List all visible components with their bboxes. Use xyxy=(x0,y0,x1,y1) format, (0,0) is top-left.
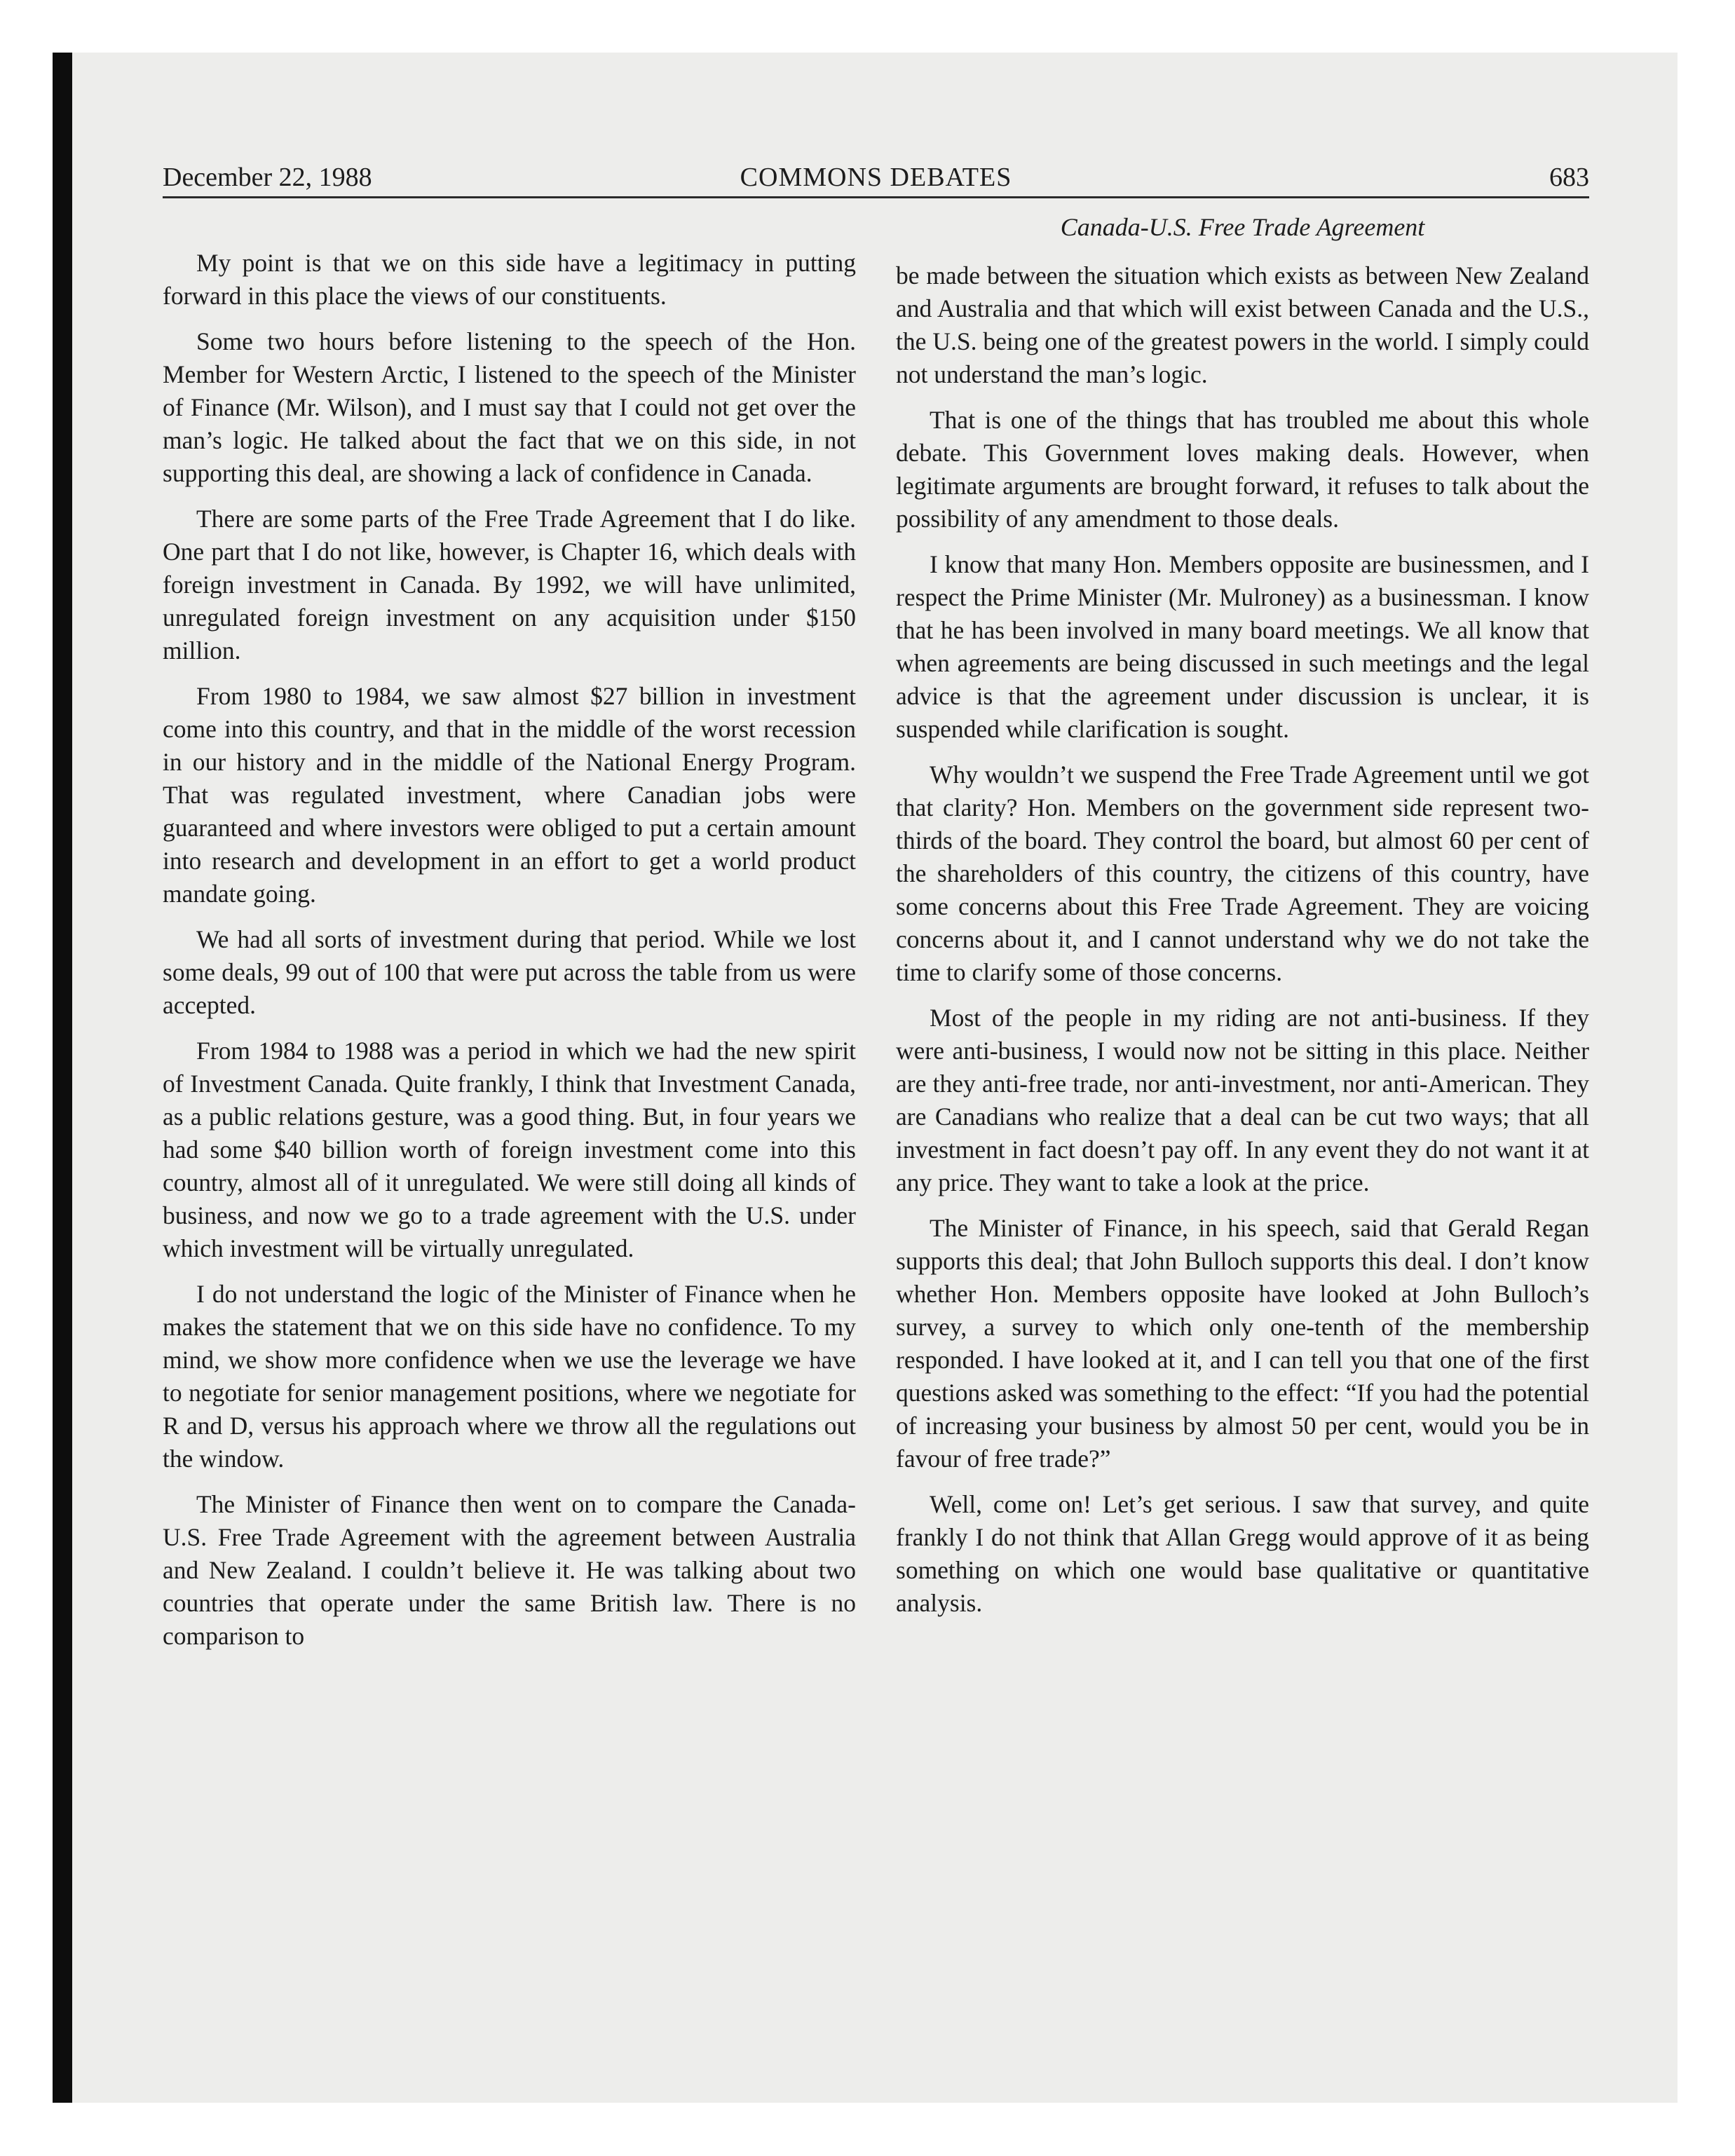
paragraph: Most of the people in my riding are not anti-business. If they were anti-business, I would now not be sitting in this place. Neither are they anti-free trade, nor anti-investment, nor anti-American. They are Canadians who realize that a deal can be cut two ways; that all investment in fact doesn’t pay off. In any event they do not want it at any price. They want to take a look at the price. xyxy=(896,1004,1589,1196)
left-column xyxy=(163,247,856,1665)
paragraph: That is one of the things that has troubled me about this whole debate. This Government loves making deals. However, when legitimate arguments are brought forward, it refuses to talk about the possibility of any amendment to those deals. xyxy=(896,406,1589,533)
right-column xyxy=(896,259,1589,1632)
paragraph: I do not understand the logic of the Minister of Finance when he makes the statement that we on this side have no confidence. To my mind, we show more confidence when we use the leverage we have to negotiate for senior management positions, where we negotiate for R and D, versus his approach where we throw all the regulations out the window. xyxy=(163,1280,856,1473)
paragraph: Why wouldn’t we suspend the Free Trade Agreement until we got that clarity? Hon. Members on the government side represent two-thirds of the board. They control the board, but almost 60 per cent of the shareholders of this country, the citizens of this country, have some concerns about this Free Trade Agreement. They are voicing concerns about it, and I cannot understand why we do not take the time to clarify some of those concerns. xyxy=(896,760,1589,986)
paragraph: Some two hours before listening to the speech of the Hon. Member for Western Arctic, I listened to the speech of the Minister of Finance (Mr. Wilson), and I must say that I could not get over the man’s logic. He talked about the fact that we on this side, in not supporting this deal, are showing a lack of confidence in Canada. xyxy=(163,327,856,487)
running-header xyxy=(163,160,1589,195)
paragraph: There are some parts of the Free Trade Agreement that I do like. One part that I do not like, however, is Chapter 16, which deals with foreign investment in Canada. By 1992, we will have unlimited, unregulated foreign investment on any acquisition under $150 million. xyxy=(163,505,856,664)
paragraph: From 1980 to 1984, we saw almost $27 billion in investment come into this country, and that in the middle of the worst recession in our history and in the middle of the National Energy Program. That was regulated investment, where Canadian jobs were guaranteed and where investors were obliged to put a certain amount into research and development in an effort to get a world product mandate going. xyxy=(163,682,856,908)
paragraph: The Minister of Finance, in his speech, said that Gerald Regan supports this deal; that John Bulloch supports this deal. I don’t know whether Hon. Members opposite have looked at John Bulloch’s survey, a survey to which only one-tenth of the membership responded. I have looked at it, and I can tell you that one of the first questions asked was something to the effect: “If you had the potential of increasing your business by almost 50 per cent, would you be in favour of free trade?” xyxy=(896,1214,1589,1473)
header-page-number: 683 xyxy=(1549,163,1589,192)
paragraph: My point is that we on this side have a legitimacy in putting forward in this place the views of our constituents. xyxy=(163,249,856,310)
paragraph: The Minister of Finance then went on to compare the Canada-U.S. Free Trade Agreement with the agreement between Australia and New Zealand. I couldn’t believe it. He was talking about two countries that operate under the same British law. There is no comparison to xyxy=(163,1490,856,1650)
header-publication: COMMONS DEBATES xyxy=(740,163,1012,192)
paragraph: I know that many Hon. Members opposite are businessmen, and I respect the Prime Minister (Mr. Mulroney) as a businessman. I know that he has been involved in many board meetings. We all know that when agreements are being discussed in such meetings and the legal advice is that the agreement under discussion is unclear, it is suspended while clarification is sought. xyxy=(896,550,1589,743)
paragraph: Well, come on! Let’s get serious. I saw that survey, and quite frankly I do not think that Allan Gregg would approve of it as being something on which one would base qualitative or quantitative analysis. xyxy=(896,1490,1589,1617)
paragraph: We had all sorts of investment during that period. While we lost some deals, 99 out of 100 that were put across the table from us were accepted. xyxy=(163,925,856,1019)
subject-heading: Canada-U.S. Free Trade Agreement xyxy=(1060,213,1425,241)
header-rule xyxy=(163,196,1589,198)
scan-edge-shadow xyxy=(53,53,72,2103)
paragraph: From 1984 to 1988 was a period in which we had the new spirit of Investment Canada. Quite frankly, I think that Investment Canada, as a public relations gesture, was a good thing. But, in four years we had some $40 billion worth of foreign investment come into this country, almost all of it unregulated. We were still doing all kinds of business, and now we go to a trade agreement with the U.S. under which investment will be virtually unregulated. xyxy=(163,1037,856,1262)
paragraph-continuation: be made between the situation which exists as between New Zealand and Australia and that which will exist between Canada and the U.S., the U.S. being one of the greatest powers in the world. I simply could not understand the man’s logic. xyxy=(896,261,1589,388)
header-date: December 22, 1988 xyxy=(163,163,372,192)
